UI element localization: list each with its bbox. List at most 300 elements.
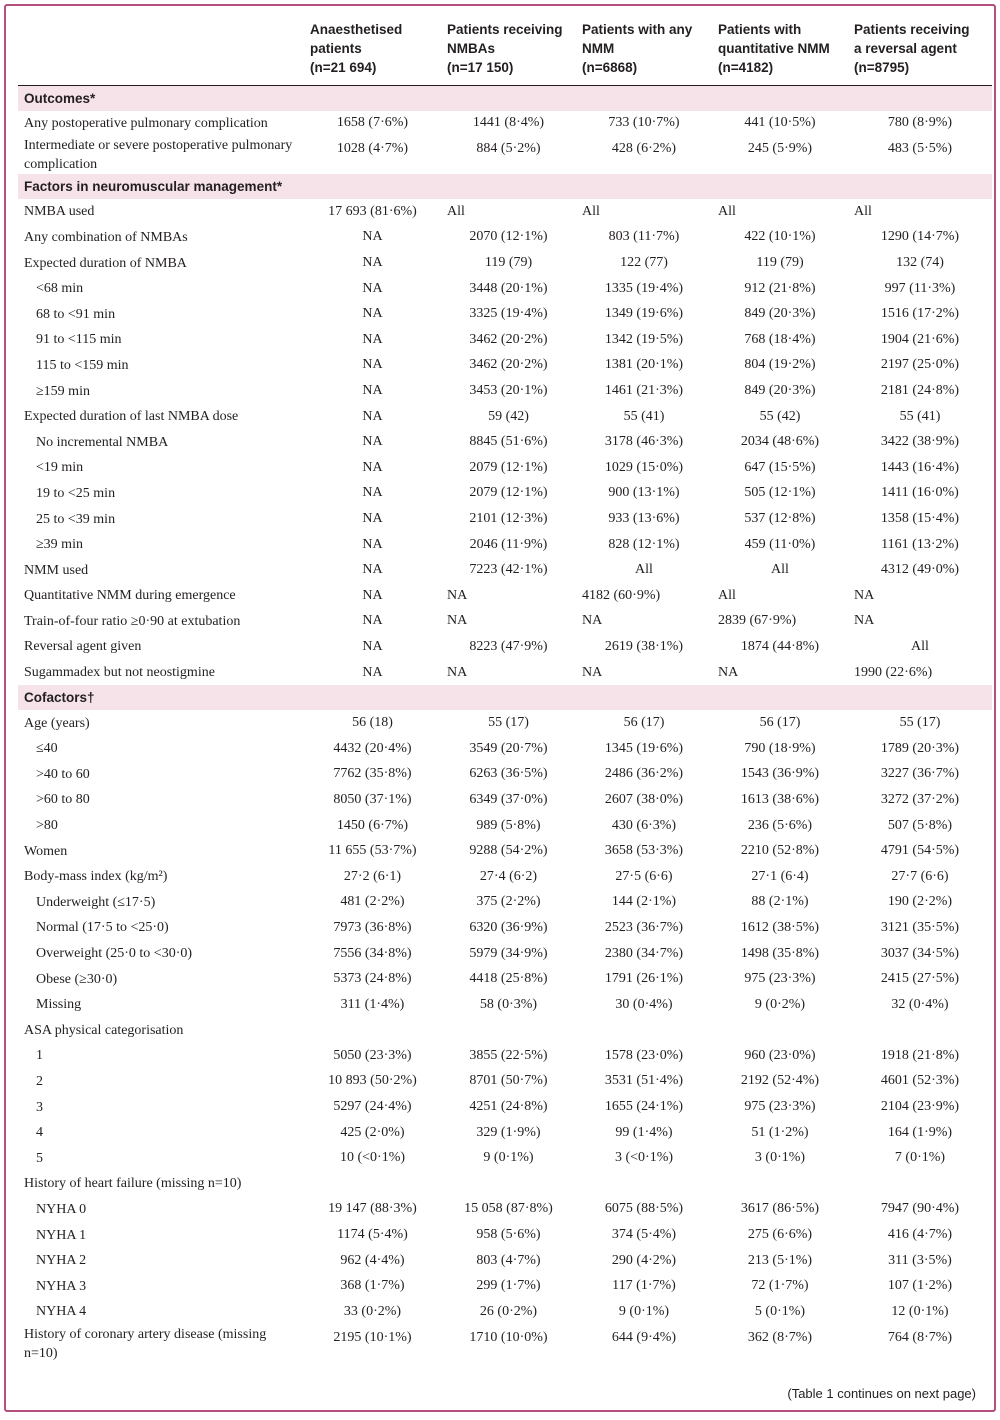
row-label: History of coronary artery disease (missing n=10) [24,1326,267,1361]
table-cell: 7947 (90·4%) [880,1201,960,1217]
table-cell [712,1018,848,1044]
row-label: NYHA 2 [36,1253,87,1269]
table-cell: NA [447,587,468,603]
table-cell: NA [362,331,383,347]
table-cell: 4418 (25·8%) [469,971,548,987]
table-cell: 3462 (20·2%) [469,331,548,347]
table-cell: 299 (1·7%) [476,1278,541,1294]
table-cell: NA [362,434,383,450]
table-cell: 55 (17) [899,715,941,731]
row-label: Underweight (≤17·5) [36,894,156,910]
table-cell: NA [447,613,468,629]
table-cell [441,1171,576,1197]
table-cell: 290 (4·2%) [611,1252,677,1268]
table-cell: 99 (1·4%) [615,1124,673,1140]
table-cell: 117 (1·7%) [612,1278,676,1294]
table-cell: NA [362,511,383,527]
table-cell: 1655 (24·1%) [604,1099,684,1115]
table-cell: NA [854,587,875,603]
table-cell: 375 (2·2%) [476,894,541,910]
table-cell: 144 (2·1%) [611,894,677,910]
table-cell: 1904 (21·6%) [880,331,960,347]
table-cell: 1349 (19·6%) [604,306,684,322]
table-row [18,1197,992,1223]
table-cell: 27·1 (6·4) [751,868,809,884]
table-cell: 7556 (34·8%) [333,945,412,961]
table-row [18,327,992,353]
table-cell: 2046 (11·9%) [469,536,548,552]
table-cell: 1990 (22·6%) [854,664,933,680]
table-cell: 3617 (86·5%) [740,1201,820,1217]
row-label: Expected duration of NMBA [24,255,187,271]
table-cell: 10 893 (50·2%) [328,1073,417,1089]
table-cell: 1658 (7·6%) [336,115,409,131]
table-cell: 422 (10·1%) [744,229,816,245]
table-cell: 3272 (37·2%) [880,791,960,807]
table-cell: 5 (0·1%) [754,1303,806,1319]
row-label: NYHA 4 [36,1304,87,1320]
table-header [18,12,992,86]
table-cell: 416 (4·7%) [887,1227,953,1243]
table-cell: 72 (1·7%) [751,1278,809,1294]
table-cell: 2197 (25·0%) [880,357,960,373]
header-anaesthetised: Anaesthetised patients (n=21 694) [304,12,441,86]
table-cell: 2486 (36·2%) [604,766,684,782]
table-cell: All [911,638,929,654]
table-cell: 3 (<0·1%) [614,1150,674,1166]
table-cell: NA [362,280,383,296]
table-cell: 3453 (20·1%) [469,383,548,399]
row-label: ≥39 min [36,537,83,553]
table-row [18,378,992,404]
continuation-note: (Table 1 continues on next page) [787,1386,976,1401]
table-cell: 9 (0·1%) [618,1303,670,1319]
table-cell: 1578 (23·0%) [604,1047,684,1063]
table-row [18,583,992,609]
row-label: Train-of-four ratio ≥0·90 at extubation [24,613,241,629]
row-label: Intermediate or severe postoperative pulmonary complication [24,138,293,173]
table-cell: 2380 (34·7%) [604,945,684,961]
table-cell: All [771,562,789,578]
table-cell: 537 (12·8%) [744,511,816,527]
table-cell: 1612 (38·5%) [740,919,820,935]
table-row [18,225,992,251]
table-cell: 88 (2·1%) [751,894,809,910]
row-label: NYHA 0 [36,1201,87,1217]
table-cell [304,1018,441,1044]
table-cell: 1381 (20·1%) [604,357,684,373]
table-cell: 6075 (88·5%) [604,1201,684,1217]
table-row [18,736,992,762]
table-cell: 7223 (42·1%) [469,562,548,578]
table-cell: 17 693 (81·6%) [328,203,417,219]
table-cell: 58 (0·3%) [479,996,538,1012]
table-cell: 3325 (19·4%) [469,306,548,322]
table-cell: 9288 (54·2%) [469,843,548,859]
table-row [18,813,992,839]
table-cell: 2034 (48·6%) [740,434,820,450]
table-cell: 3448 (20·1%) [469,280,548,296]
table-cell: 122 (77) [620,255,668,271]
row-label: ≥159 min [36,383,90,399]
table-cell: 958 (5·6%) [476,1227,541,1243]
table-cell: 764 (8·7%) [887,1329,953,1345]
table-cell [576,1018,712,1044]
table-cell: 10 (<0·1%) [339,1150,406,1166]
table-cell: 12 (0·1%) [891,1303,949,1319]
table-cell: 33 (0·2%) [343,1303,402,1319]
table-row [18,532,992,558]
table-cell: NA [362,638,383,654]
row-label: 115 to <159 min [36,357,129,373]
table-row [18,1069,992,1095]
table-cell: 430 (6·3%) [611,817,677,833]
table-cell: 56 (18) [352,715,393,731]
table-cell: 5979 (34·9%) [469,945,548,961]
table-cell: 3422 (38·9%) [880,434,960,450]
row-label: Obese (≥30·0) [36,971,118,987]
table-row [18,1273,992,1299]
table-cell: 55 (17) [488,715,529,731]
table-cell: NA [718,664,739,680]
table-frame [4,4,996,1412]
table-cell: 459 (11·0%) [744,536,816,552]
table-row [18,1325,992,1363]
table-cell: 245 (5·9%) [747,141,813,157]
table-cell: NA [362,383,383,399]
table-cell: 2523 (36·7%) [604,919,684,935]
table-cell: NA [854,613,875,629]
table-cell: NA [362,459,383,475]
table-cell: 1710 (10·0%) [469,1329,548,1345]
table-cell: 481 (2·2%) [340,894,405,910]
table-cell: 56 (17) [623,715,665,731]
table-cell: 19 147 (88·3%) [328,1201,417,1217]
table-cell: 7762 (35·8%) [333,766,412,782]
table-row [18,787,992,813]
table-cell: 768 (18·4%) [744,331,816,347]
table-cell: 2181 (24·8%) [880,383,960,399]
table-cell: All [718,587,736,603]
row-label: <19 min [36,460,84,476]
section-title: Factors in neuromuscular management* [18,174,992,199]
table-cell: 2210 (52·8%) [740,843,820,859]
table-cell: 27·7 (6·6) [891,868,949,884]
table-cell: 119 (79) [756,255,804,271]
row-label: 4 [36,1125,43,1141]
row-label: >40 to 60 [36,766,90,782]
table-cell: 56 (17) [759,715,801,731]
table-cell: 3178 (46·3%) [604,434,684,450]
table-cell: 849 (20·3%) [744,306,816,322]
table-cell: 4791 (54·5%) [880,843,960,859]
table-cell: 780 (8·9%) [887,115,953,131]
table-cell: All [635,562,653,578]
table-cell: 2104 (23·9%) [880,1099,960,1115]
table-cell: 912 (21·8%) [744,280,816,296]
row-label: Expected duration of last NMBA dose [24,409,239,425]
table-row [18,1120,992,1146]
table-cell: 790 (18·9%) [744,740,816,756]
table-cell: NA [362,536,383,552]
table-row [18,890,992,916]
table-cell: 4432 (20·4%) [333,740,412,756]
table-cell: 2415 (27·5%) [880,971,960,987]
table-cell: 2195 (10·1%) [333,1329,412,1345]
table-cell: 933 (13·6%) [608,511,680,527]
section-title: Outcomes* [18,86,992,111]
row-label: 25 to <39 min [36,511,116,527]
table-row [18,1094,992,1120]
row-label: 91 to <115 min [36,332,122,348]
table-row [18,557,992,583]
row-label: ASA physical categorisation [24,1022,184,1038]
row-label: NYHA 3 [36,1278,87,1294]
table-cell: 5297 (24·4%) [333,1099,412,1115]
table-row [18,838,992,864]
row-label: Missing [36,997,82,1013]
table-cell: All [447,203,465,219]
table-cell: 803 (4·7%) [476,1252,541,1268]
table-cell: 2192 (52·4%) [740,1073,820,1089]
table-cell: 962 (4·4%) [340,1252,405,1268]
table-row [18,660,992,686]
table-cell: 1461 (21·3%) [604,383,684,399]
table-row [18,1145,992,1171]
table-row [18,455,992,481]
row-label: 3 [36,1099,43,1115]
table-cell: NA [362,357,383,373]
header-any-nmm: Patients with any NMM (n=6868) [576,12,712,86]
table-cell: 59 (42) [488,408,529,424]
table-body [18,86,992,1363]
table-row [18,429,992,455]
table-cell: 1411 (16·0%) [881,485,959,501]
table-row [18,634,992,660]
row-label: History of heart failure (missing n=10) [24,1176,242,1192]
table-cell: 1028 (4·7%) [336,141,409,157]
table-cell: NA [582,613,603,629]
table-cell: 5050 (23·3%) [333,1047,412,1063]
table-cell: 6349 (37·0%) [469,791,548,807]
row-label: 1 [36,1048,43,1064]
row-label: >60 to 80 [36,792,90,808]
table-cell: 1161 (13·2%) [881,536,959,552]
row-label: Any combination of NMBAs [24,229,188,245]
table-cell: 311 (3·5%) [888,1252,952,1268]
table-cell: 2079 (12·1%) [469,485,548,501]
table-row [18,111,992,137]
table-cell: 9 (0·1%) [483,1150,534,1166]
table-row [18,1299,992,1325]
header-nmba: Patients receiving NMBAs (n=17 150) [441,12,576,86]
table-cell: 1443 (16·4%) [880,459,960,475]
table-cell: 4601 (52·3%) [880,1073,960,1089]
table-cell: 803 (11·7%) [608,229,680,245]
table-cell: 1918 (21·8%) [880,1047,960,1063]
table-cell: 1335 (19·4%) [604,280,684,296]
table-cell [441,1018,576,1044]
table-cell: 2070 (12·1%) [469,229,548,245]
table-cell [304,1171,441,1197]
table-cell: 1543 (36·9%) [740,766,820,782]
table-cell: 1290 (14·7%) [880,229,960,245]
table-cell: All [582,203,600,219]
table-cell: 884 (5·2%) [476,141,541,157]
table-cell: 997 (11·3%) [884,280,956,296]
row-label: Women [24,843,68,859]
table-cell: NA [362,485,383,501]
table-cell: 4251 (24·8%) [469,1099,548,1115]
table-cell [848,1018,992,1044]
table-cell: 1450 (6·7%) [336,817,409,833]
table-row [18,301,992,327]
table-cell: 1174 (5·4%) [337,1227,408,1243]
row-label: Overweight (25·0 to <30·0) [36,946,193,962]
row-label: <68 min [36,281,84,297]
table-cell: 190 (2·2%) [887,894,953,910]
table-cell: 11 655 (53·7%) [328,843,417,859]
table-cell: 2079 (12·1%) [469,459,548,475]
table-cell: 975 (23·3%) [744,1099,816,1115]
table-cell: 644 (9·4%) [611,1329,677,1345]
table-cell: 2101 (12·3%) [469,511,548,527]
table-row [18,710,992,736]
table-cell: 374 (5·4%) [611,1227,677,1243]
table-cell: 27·4 (6·2) [479,868,538,884]
row-label: Age (years) [24,715,90,731]
table-cell: 236 (5·6%) [747,817,813,833]
table-cell: 7973 (36·8%) [333,919,412,935]
table-cell: 55 (41) [899,408,941,424]
table-row [18,1171,992,1197]
table-cell: 107 (1·2%) [887,1278,953,1294]
table-cell [848,1171,992,1197]
table-cell: NA [362,306,383,322]
table-cell: 27·5 (6·6) [615,868,673,884]
row-label: Quantitative NMM during emergence [24,588,236,604]
header-reversal-agent: Patients receiving a reversal agent (n=8795) [848,12,992,86]
table-cell [712,1171,848,1197]
table-cell: NA [447,664,468,680]
row-label: >80 [36,818,58,834]
table-cell: 849 (20·3%) [744,383,816,399]
row-label: 5 [36,1150,43,1166]
table-cell: 368 (1·7%) [340,1278,405,1294]
table-row [18,915,992,941]
table-cell: 1874 (44·8%) [740,638,820,654]
table-cell: 8701 (50·7%) [469,1073,548,1089]
table-cell: 960 (23·0%) [744,1047,816,1063]
table-row [18,353,992,379]
table-cell [576,1171,712,1197]
table-cell: 9 (0·2%) [754,996,806,1012]
table-cell: 2607 (38·0%) [604,791,684,807]
table-row [18,762,992,788]
table-row [18,404,992,430]
table-cell: 3037 (34·5%) [880,945,960,961]
table-row [18,506,992,532]
row-label: Any postoperative pulmonary complication [24,115,268,131]
table-cell: 483 (5·5%) [887,141,953,157]
section-header-row [18,174,992,199]
table-cell: NA [362,408,383,424]
table-cell: 55 (42) [759,408,801,424]
table-cell: 51 (1·2%) [751,1124,809,1140]
table-cell: 3 (0·1%) [754,1150,806,1166]
table-row [18,276,992,302]
table-row [18,941,992,967]
table-cell: 1441 (8·4%) [472,115,545,131]
table-cell: 425 (2·0%) [340,1124,405,1140]
row-label: Normal (17·5 to <25·0) [36,920,169,936]
table-cell: 505 (12·1%) [744,485,816,501]
row-label: NMM used [24,562,89,578]
table-cell: 7 (0·1%) [894,1150,946,1166]
table-cell: NA [362,587,383,603]
table-cell: 3549 (20·7%) [469,740,548,756]
header-row [18,12,992,86]
row-label: No incremental NMBA [36,434,169,450]
table-cell: 1789 (20·3%) [880,740,960,756]
table-cell: 3121 (35·5%) [880,919,960,935]
table-cell: 5373 (24·8%) [333,971,412,987]
table-row [18,864,992,890]
table-cell: 1029 (15·0%) [604,459,684,475]
header-quantitative-nmm: Patients with quantitative NMM (n=4182) [712,12,848,86]
table-cell: 164 (1·9%) [887,1124,953,1140]
table-cell: All [854,203,872,219]
table-cell: 428 (6·2%) [611,141,677,157]
table-row [18,992,992,1018]
table-cell: 3227 (36·7%) [880,766,960,782]
row-label: 2 [36,1073,43,1089]
table-cell: 3462 (20·2%) [469,357,548,373]
table-row [18,966,992,992]
table-cell: 132 (74) [896,255,944,271]
section-title: Cofactors† [18,685,992,710]
table-cell: NA [362,255,383,271]
table-row [18,1222,992,1248]
table-cell: 362 (8·7%) [747,1329,813,1345]
table-cell: NA [362,613,383,629]
table-row [18,1043,992,1069]
table-row [18,199,992,225]
table-cell: 975 (23·3%) [744,971,816,987]
table-cell: 329 (1·9%) [476,1124,541,1140]
header-blank [18,12,304,86]
table-cell: 441 (10·5%) [744,115,816,131]
table-cell: 804 (19·2%) [744,357,816,373]
table-cell: 8223 (47·9%) [469,638,548,654]
row-label: 19 to <25 min [36,485,116,501]
table-row [18,481,992,507]
table-cell: 507 (5·8%) [887,817,953,833]
table-row [18,1018,992,1044]
table-cell: 275 (6·6%) [747,1227,813,1243]
table-cell: 4182 (60·9%) [582,587,661,603]
table-cell: 213 (5·1%) [747,1252,813,1268]
table-cell: 27·2 (6·1) [343,868,402,884]
table-cell: 30 (0·4%) [615,996,673,1012]
table-cell: 2619 (38·1%) [604,638,684,654]
table-cell: 1516 (17·2%) [880,306,960,322]
table-cell: 3531 (51·4%) [604,1073,684,1089]
table-cell: 647 (15·5%) [744,459,816,475]
table-cell: NA [582,664,603,680]
row-label: NMBA used [24,204,95,220]
table-cell: 55 (41) [623,408,665,424]
